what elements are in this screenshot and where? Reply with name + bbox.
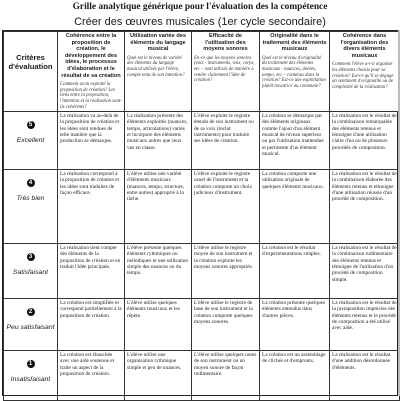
level-row-peu-satisfaisant: [4, 299, 400, 351]
rubric-cell: La création est simplifiée et correspond partiellement à la proposition de création.: [58, 299, 125, 351]
rubric-cell: La création comporte une utilisation originale de quelques éléments musicaux.: [260, 170, 330, 244]
rubric-cell: La réalisation est le résultat de la combinaison élaborée des éléments retenus et témoigne d'une utilisation réussie d'un procédé de composition.: [330, 170, 400, 244]
column-header-title: Cohérence dans l'organisation des divers éléments musicaux: [340, 33, 389, 59]
rubric-cell: L'élève utilise quelques notes de son instrument ou un moyen sonore de façon rudimentaire.: [192, 351, 260, 401]
rubric-cell: La création est le résultat d'expérimentations simples.: [260, 244, 330, 299]
column-header-title: Originalité dans le traitement des éléments musicaux: [262, 33, 327, 53]
column-header-questions: Quel est le niveau de variété des éléments du langage musical utilisés par l'élève, compte tenu de son intention?: [127, 55, 185, 78]
column-header-title: Cohérence entre la proposition de création, le développement des idées, le processus d'élaboration et le résultat de sa création: [61, 33, 121, 79]
rubric-cell: L'élève utilise le registre moyen de son instrument et la création exploite les moyens sonores appropriés.: [192, 244, 260, 299]
column-header-questions: Quel est le niveau d'originalité du traitement des éléments musicaux - nuances, durées, tempo, etc. - contenus dans la création? Est-ce une exploitation plutôt novatrice ou commune?: [262, 55, 326, 89]
level-number-badge: 1: [27, 360, 35, 368]
rubric-cell: La réalisation présente des éléments exploités (nuances, tempo, articulations) variés et incorpore des éléments musicaux autres que ceux vus en classe.: [125, 112, 192, 170]
column-header-title: Efficacité de l'utilisation des moyens sonores: [203, 33, 248, 53]
rubric-cell: La réalisation est le résultat de la combinaison rudimentaire des éléments retenus et témoigne de l'utilisation d'un procédé de composition simple.: [330, 244, 400, 299]
rubric-cell: L'élève utilise quelques éléments musicaux et les répète.: [125, 299, 192, 351]
level-label-insatisfaisant: [4, 351, 58, 401]
rubric-cell: La réalisation correspond à la proposition de création et les idées sont traduites de façon efficace.: [58, 170, 125, 244]
column-header-variety: [125, 32, 192, 112]
rubric-grid: [2, 30, 398, 396]
rubric-cell: L'élève présente quelques éléments rythmiques ou mélodiques et une utilisation simple des nuances ou du tempo.: [125, 244, 192, 299]
level-number-badge: 2: [27, 308, 35, 316]
level-number-badge: 5: [27, 121, 35, 129]
level-row-tres-bien: [4, 170, 400, 244]
rubric-cell: L'élève utilise le registre de base de son instrument et la création comporte quelques moyens sonores.: [192, 299, 260, 351]
rubric-cell: L'élève exploite le registre usuel de l'instrument et la création comporte un choix judicieux d'instrument.: [192, 170, 260, 244]
column-header-questions: En-ce que les moyens sonores (voix - instruments, voix, corps, etc. - sont utilisés de manière à rendre clairement l'idée de création?: [194, 55, 255, 84]
document-subtitle: Créer des œuvres musicales (1er cycle secondaire): [74, 16, 326, 28]
level-row-satisfaisant: [4, 244, 400, 299]
level-label-tres-bien: [4, 170, 58, 244]
column-header-questions: Comment l'élève a-t-il organisé les éléments choisis pour sa création? Est-ce qu'il se dégage un sentiment d'originalité ou de complexité de la réalisation?: [332, 62, 394, 90]
column-header-efficiency: [192, 32, 260, 112]
column-header-originality: [260, 32, 330, 112]
level-row-insatisfaisant: [4, 351, 400, 401]
level-name: Excellent: [16, 137, 45, 145]
rubric-cell: L'élève exploite le registre étendu de son instrument ou de sa voix (inclut instruments) pour traduire ses idées de création.: [192, 112, 260, 170]
rubric-cell: La réalisation est le résultat d'une addition désordonnée d'éléments.: [330, 351, 400, 401]
column-header-organization: [330, 32, 400, 112]
level-label-excellent: [4, 112, 58, 170]
rubric-cell: L'élève utilise une variété d'éléments musicaux (nuances, tempo, structure, entre autres) approprié à la tâche.: [125, 170, 192, 244]
level-row-excellent: [4, 112, 400, 170]
rubric-cell: La réalisation est le résultat de la combinaison remarquable des éléments retenus et témoigne d'une utilisation claire d'un ou de plusieurs procédés de composition.: [330, 112, 400, 170]
column-header-title: Utilisation variée des éléments du langage musical: [130, 33, 186, 53]
level-name: Très bien: [16, 195, 45, 203]
rubric-cell: La création est ébauchée avec une aide soutenue et traite un aspect de la proposition de création.: [58, 351, 125, 401]
header-row: [4, 32, 400, 112]
level-name: Satisfaisant: [12, 269, 49, 277]
rubric-cell: La réalisation est le résultat de la juxtaposition imprécise des éléments retenus et le procédé de composition a été utilisé avec aide.: [330, 299, 400, 351]
rubric-cell: La réalisation va au-delà de la proposition de création et les idées sont rendues de telle manière que la production se démarque.: [58, 112, 125, 170]
level-number-badge: 3: [27, 253, 35, 261]
criteria-header-title: Critères d'évaluation: [8, 53, 53, 71]
level-label-satisfaisant: [4, 244, 58, 299]
column-header-coherence: [58, 32, 125, 112]
rubric-table: [3, 31, 400, 401]
rubric-cell: La création présente quelques éléments entendus dans d'autres pièces.: [260, 299, 330, 351]
level-name: Insatisfaisant: [10, 376, 51, 384]
criteria-header: [4, 32, 58, 112]
rubric-cell: L'élève utilise une organisation rythmique simple et peu de nuances.: [125, 351, 192, 401]
rubric-cell: La création se démarque par des éléments originaux comme l'ajout d'un élément musical de niveau supérieur ou par l'utilisation inattendue et pertinente d'un élément musical.: [260, 112, 330, 170]
column-header-questions: Comment as-tu exploité la proposition de création? Les liens entre la proposition, l'intention et la réalisation sont-ils cohérents?: [60, 82, 122, 110]
rubric-cell: La réalisation tient compte des éléments de la proposition de création et en traduit l'idée principale.: [58, 244, 125, 299]
level-label-peu-satisfaisant: [4, 299, 58, 351]
level-number-badge: 4: [27, 179, 35, 187]
level-name: Peu satisfaisant: [6, 324, 55, 332]
document-title: Grille analytique générique pour l'évaluation des la compétence: [72, 2, 328, 12]
rubric-cell: La création est un assemblage de clichés et d'emprunts.: [260, 351, 330, 401]
